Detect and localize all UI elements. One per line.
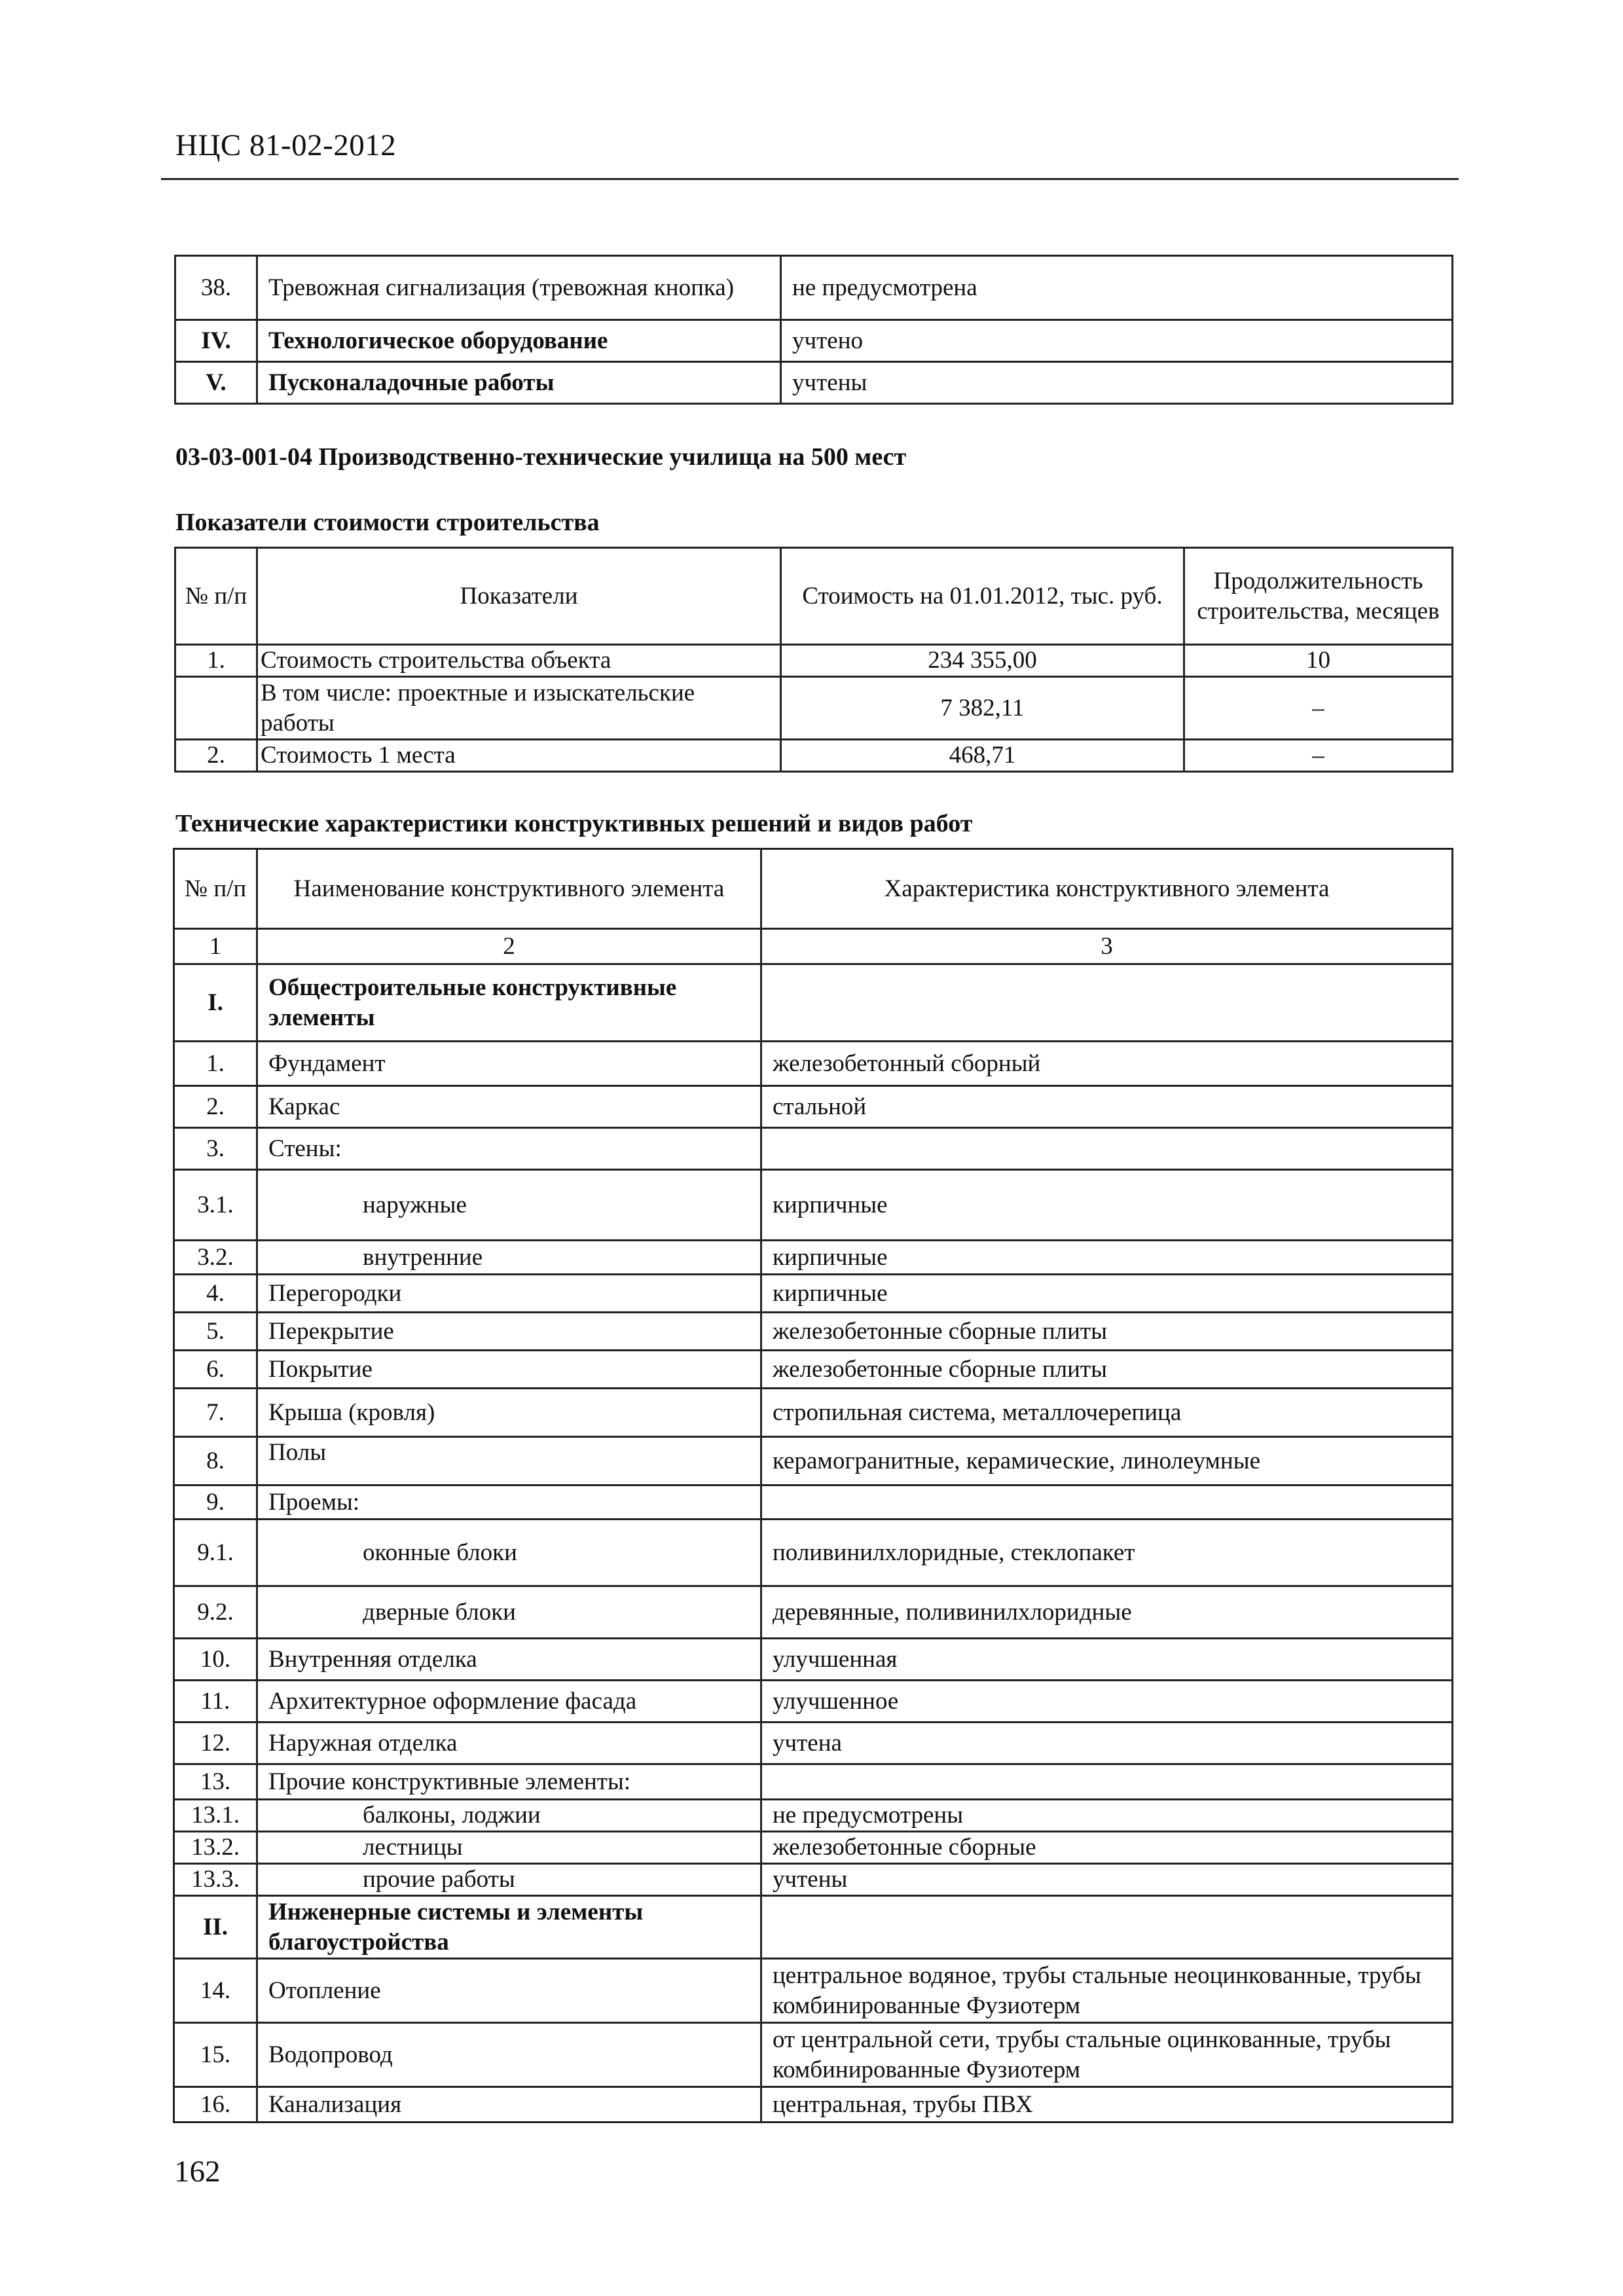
element-number: 1. xyxy=(174,1042,257,1086)
element-characteristic: улучшенное xyxy=(761,1681,1453,1722)
element-number: 16. xyxy=(174,2087,257,2123)
technical-table-body xyxy=(174,964,1453,2123)
header-rule xyxy=(161,178,1459,180)
element-row xyxy=(174,1832,1453,1864)
element-name: Фундамент xyxy=(257,1042,761,1086)
element-characteristic xyxy=(761,1128,1453,1170)
element-characteristic: центральное водяное, трубы стальные неоцинкованные, трубы комбинированные Фузиотерм xyxy=(761,1959,1453,2023)
element-characteristic: керамогранитные, керамические, линолеумные xyxy=(761,1437,1453,1485)
element-characteristic: учтены xyxy=(761,1864,1453,1896)
element-row xyxy=(174,1086,1453,1128)
element-row xyxy=(174,1313,1453,1351)
element-name: Внутренняя отделка xyxy=(257,1639,761,1681)
cost-row-value: 468,71 xyxy=(781,740,1184,772)
column-number-2: 2 xyxy=(257,929,761,964)
element-row xyxy=(174,1437,1453,1485)
element-characteristic: поливинилхлоридные, стеклопакет xyxy=(761,1520,1453,1586)
element-number: 4. xyxy=(174,1275,257,1313)
element-characteristic: учтена xyxy=(761,1722,1453,1764)
element-number: 13.3. xyxy=(174,1864,257,1896)
continuation-row xyxy=(175,362,1453,404)
element-row xyxy=(174,1864,1453,1896)
row-number: 38. xyxy=(175,256,257,320)
element-characteristic: центральная, трубы ПВХ xyxy=(761,2087,1453,2123)
cost-table xyxy=(174,547,1453,773)
element-row xyxy=(174,1275,1453,1313)
element-number: 11. xyxy=(174,1681,257,1722)
continuation-table-body xyxy=(175,256,1453,404)
element-characteristic: улучшенная xyxy=(761,1639,1453,1681)
element-number: 13.2. xyxy=(174,1832,257,1864)
row-number: IV. xyxy=(175,320,257,362)
cost-row-number: 2. xyxy=(175,740,257,772)
element-characteristic: железобетонные сборные плиты xyxy=(761,1313,1453,1351)
technical-table-header-row xyxy=(174,849,1453,929)
element-number: 3. xyxy=(174,1128,257,1170)
page-number: 162 xyxy=(174,2155,221,2189)
element-row xyxy=(174,1170,1453,1241)
row-value: не предусмотрена xyxy=(781,256,1453,320)
element-characteristic: кирпичные xyxy=(761,1275,1453,1313)
element-characteristic: не предусмотрены xyxy=(761,1800,1453,1832)
element-number: 8. xyxy=(174,1437,257,1485)
element-name: Каркас xyxy=(257,1086,761,1128)
cost-row-value: 7 382,11 xyxy=(781,677,1184,740)
element-row xyxy=(174,1722,1453,1764)
element-characteristic xyxy=(761,1896,1453,1959)
element-row xyxy=(174,1639,1453,1681)
element-row xyxy=(174,1485,1453,1520)
continuation-row xyxy=(175,320,1453,362)
element-name: Наружная отделка xyxy=(257,1722,761,1764)
element-name: Стены: xyxy=(257,1128,761,1170)
element-row xyxy=(174,1681,1453,1722)
cost-table-header-row xyxy=(175,548,1453,645)
element-name: прочие работы xyxy=(257,1864,761,1896)
cost-row-number xyxy=(175,677,257,740)
element-row xyxy=(174,1389,1453,1437)
element-row xyxy=(174,1764,1453,1800)
element-name: дверные блоки xyxy=(257,1586,761,1639)
element-row xyxy=(174,1896,1453,1959)
element-number: 9.1. xyxy=(174,1520,257,1586)
element-number: 9. xyxy=(174,1485,257,1520)
element-name: Инженерные системы и элементы благоустройства xyxy=(257,1896,761,1959)
page-header: НЦС 81-02-2012 xyxy=(175,128,397,162)
element-row xyxy=(174,1586,1453,1639)
element-name: Канализация xyxy=(257,2087,761,2123)
element-name: внутренние xyxy=(257,1241,761,1275)
element-characteristic xyxy=(761,1485,1453,1520)
header-duration: Продолжительность строительства, месяцев xyxy=(1184,548,1453,645)
column-numbers-row xyxy=(174,929,1453,964)
element-name: Перекрытие xyxy=(257,1313,761,1351)
element-characteristic xyxy=(761,964,1453,1042)
element-number: 5. xyxy=(174,1313,257,1351)
element-name: балконы, лоджии xyxy=(257,1800,761,1832)
element-characteristic: железобетонный сборный xyxy=(761,1042,1453,1086)
cost-table-body xyxy=(175,645,1453,772)
element-name: Покрытие xyxy=(257,1351,761,1389)
element-name: лестницы xyxy=(257,1832,761,1864)
object-code-title: 03-03-001-04 Производственно-технические училища на 500 мест xyxy=(175,443,907,471)
element-number: 10. xyxy=(174,1639,257,1681)
row-value: учтены xyxy=(781,362,1453,404)
element-name: оконные блоки xyxy=(257,1520,761,1586)
element-number: 13. xyxy=(174,1764,257,1800)
element-number: 15. xyxy=(174,2023,257,2087)
header-num: № п/п xyxy=(174,849,257,929)
cost-row-duration: – xyxy=(1184,740,1453,772)
cost-row-indicator: Стоимость 1 места xyxy=(257,740,781,772)
element-row xyxy=(174,1800,1453,1832)
header-characteristic: Характеристика конструктивного элемента xyxy=(761,849,1453,929)
element-number: 9.2. xyxy=(174,1586,257,1639)
element-number: 6. xyxy=(174,1351,257,1389)
element-row xyxy=(174,1241,1453,1275)
element-name: Прочие конструктивные элементы: xyxy=(257,1764,761,1800)
cost-row-duration: – xyxy=(1184,677,1453,740)
row-value: учтено xyxy=(781,320,1453,362)
element-characteristic: стропильная система, металлочерепица xyxy=(761,1389,1453,1437)
element-characteristic: кирпичные xyxy=(761,1241,1453,1275)
element-row xyxy=(174,2087,1453,2123)
header-element: Наименование конструктивного элемента xyxy=(257,849,761,929)
element-number: 13.1. xyxy=(174,1800,257,1832)
element-characteristic xyxy=(761,1764,1453,1800)
element-name: Полы xyxy=(257,1437,761,1485)
header-indicator: Показатели xyxy=(257,548,781,645)
cost-row-indicator: В том числе: проектные и изыскательские работы xyxy=(257,677,781,740)
row-number: V. xyxy=(175,362,257,404)
element-row xyxy=(174,1959,1453,2023)
column-number-1: 1 xyxy=(174,929,257,964)
column-number-3: 3 xyxy=(761,929,1453,964)
element-name: Перегородки xyxy=(257,1275,761,1313)
element-name: Крыша (кровля) xyxy=(257,1389,761,1437)
row-name: Тревожная сигнализация (тревожная кнопка) xyxy=(257,256,781,320)
element-characteristic: кирпичные xyxy=(761,1170,1453,1241)
element-number: II. xyxy=(174,1896,257,1959)
element-name: Общестроительные конструктивные элементы xyxy=(257,964,761,1042)
element-name: Отопление xyxy=(257,1959,761,2023)
cost-row-duration: 10 xyxy=(1184,645,1453,677)
element-row xyxy=(174,1520,1453,1586)
cost-row-indicator: Стоимость строительства объекта xyxy=(257,645,781,677)
element-number: 7. xyxy=(174,1389,257,1437)
header-cost: Стоимость на 01.01.2012, тыс. руб. xyxy=(781,548,1184,645)
element-name: наружные xyxy=(257,1170,761,1241)
element-characteristic: железобетонные сборные плиты xyxy=(761,1351,1453,1389)
element-name: Архитектурное оформление фасада xyxy=(257,1681,761,1722)
header-num: № п/п xyxy=(175,548,257,645)
element-name: Проемы: xyxy=(257,1485,761,1520)
element-row xyxy=(174,1128,1453,1170)
technical-characteristics-title: Технические характеристики конструктивных решений и видов работ xyxy=(175,810,973,837)
cost-row xyxy=(175,740,1453,772)
technical-table xyxy=(173,848,1453,2123)
cost-row xyxy=(175,677,1453,740)
element-characteristic: стальной xyxy=(761,1086,1453,1128)
element-characteristic: деревянные, поливинилхлоридные xyxy=(761,1586,1453,1639)
continuation-table xyxy=(174,255,1453,405)
element-characteristic: от центральной сети, трубы стальные оцинкованные, трубы комбинированные Фузиотерм xyxy=(761,2023,1453,2087)
element-number: 14. xyxy=(174,1959,257,2023)
element-row xyxy=(174,1351,1453,1389)
cost-indicators-title: Показатели стоимости строительства xyxy=(175,509,600,536)
element-row xyxy=(174,1042,1453,1086)
element-name: Водопровод xyxy=(257,2023,761,2087)
element-characteristic: железобетонные сборные xyxy=(761,1832,1453,1864)
element-number: 3.2. xyxy=(174,1241,257,1275)
row-name: Технологическое оборудование xyxy=(257,320,781,362)
element-row xyxy=(174,2023,1453,2087)
continuation-row xyxy=(175,256,1453,320)
cost-row xyxy=(175,645,1453,677)
element-number: 12. xyxy=(174,1722,257,1764)
element-number: 3.1. xyxy=(174,1170,257,1241)
cost-row-value: 234 355,00 xyxy=(781,645,1184,677)
element-number: I. xyxy=(174,964,257,1042)
element-row xyxy=(174,964,1453,1042)
element-number: 2. xyxy=(174,1086,257,1128)
cost-row-number: 1. xyxy=(175,645,257,677)
row-name: Пусконаладочные работы xyxy=(257,362,781,404)
